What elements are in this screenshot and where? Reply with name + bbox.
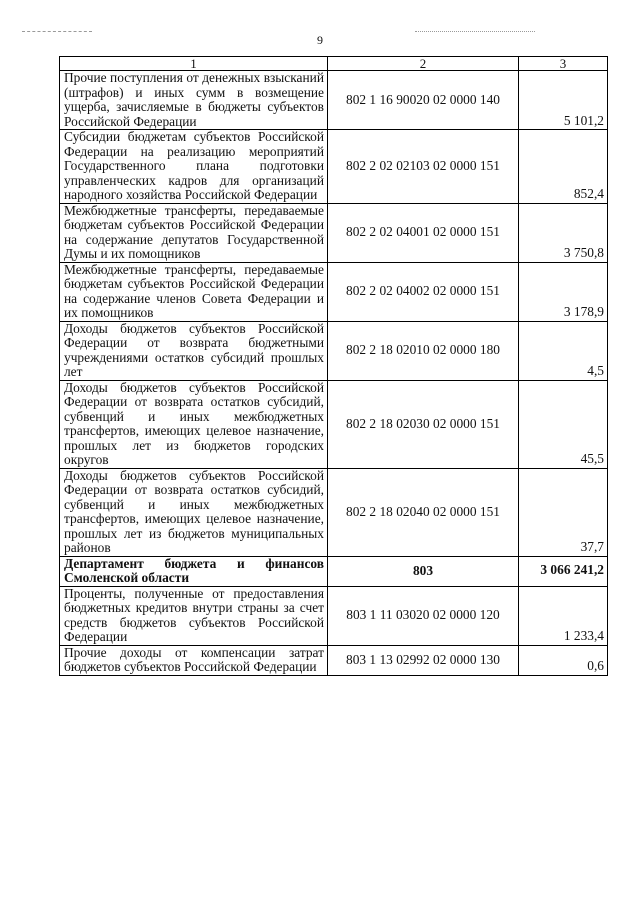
row-name: Прочие доходы от компенсации затрат бюджетов субъектов Российской Федерации [64, 644, 324, 674]
row-code: 802 2 02 02103 02 0000 151 [328, 130, 519, 204]
table-row [60, 380, 608, 468]
table-row [60, 468, 608, 556]
row-code: 803 1 11 03020 02 0000 120 [328, 586, 519, 645]
row-name-cell [60, 262, 328, 321]
row-amount: 3 750,8 [519, 203, 608, 262]
page-number: 9 [317, 33, 323, 47]
row-code: 803 [328, 556, 519, 586]
column-header-2: 2 [328, 57, 519, 71]
table-row [60, 130, 608, 204]
row-code: 802 2 02 04002 02 0000 151 [328, 262, 519, 321]
table-body [60, 57, 608, 676]
row-name: Межбюджетные трансферты, передаваемые бюджетам субъектов Российской Федерации на содержание депутатов Государственной Думы и их помощников [64, 202, 324, 261]
row-name: Межбюджетные трансферты, передаваемые бюджетам субъектов Российской Федерации на содержание членов Совета Федерации и их помощников [64, 261, 324, 320]
row-name-cell [60, 586, 328, 645]
row-amount: 852,4 [519, 130, 608, 204]
row-name: Прочие поступления от денежных взысканий (штрафов) и иных сумм в возмещение ущерба, зачисляемые в бюджеты субъектов Российской Федерации [64, 70, 324, 129]
row-name: Департамент бюджета и финансов Смоленской области [64, 555, 324, 585]
row-name-cell [60, 645, 328, 675]
table-row [60, 645, 608, 675]
table-row [60, 586, 608, 645]
table-row [60, 321, 608, 380]
row-name-cell [60, 203, 328, 262]
row-name-cell [60, 556, 328, 586]
table-row [60, 203, 608, 262]
column-header-1: 1 [60, 57, 328, 71]
scan-artifact-right [415, 31, 535, 32]
table-header-row [60, 57, 608, 71]
row-amount: 3 178,9 [519, 262, 608, 321]
row-code: 802 2 18 02010 02 0000 180 [328, 321, 519, 380]
row-code: 803 1 13 02992 02 0000 130 [328, 645, 519, 675]
row-name: Доходы бюджетов субъектов Российской Федерации от возврата остатков субсидий, субвенций и иных межбюджетных трансфертов, имеющих целевое назначение, прошлых лет из бюджетов городских округов [64, 379, 324, 467]
table-row [60, 71, 608, 130]
row-amount: 3 066 241,2 [519, 556, 608, 586]
row-name-cell [60, 321, 328, 380]
row-amount: 4,5 [519, 321, 608, 380]
row-name-cell [60, 468, 328, 556]
row-amount: 5 101,2 [519, 71, 608, 130]
row-name-cell [60, 71, 328, 130]
row-code: 802 2 18 02030 02 0000 151 [328, 380, 519, 468]
row-amount: 0,6 [519, 645, 608, 675]
revenue-table [59, 56, 608, 676]
row-name: Доходы бюджетов субъектов Российской Федерации от возврата бюджетными учреждениями остатков субсидий прошлых лет [64, 320, 324, 379]
row-code: 802 2 18 02040 02 0000 151 [328, 468, 519, 556]
row-name: Проценты, полученные от предоставления бюджетных кредитов внутри страны за счет средств бюджетов субъектов Российской Федерации [64, 585, 324, 644]
table-row-section [60, 556, 608, 586]
table-row [60, 262, 608, 321]
row-amount: 45,5 [519, 380, 608, 468]
row-amount: 1 233,4 [519, 586, 608, 645]
row-code: 802 2 02 04001 02 0000 151 [328, 203, 519, 262]
row-code: 802 1 16 90020 02 0000 140 [328, 71, 519, 130]
row-name-cell [60, 380, 328, 468]
column-header-3: 3 [519, 57, 608, 71]
row-amount: 37,7 [519, 468, 608, 556]
row-name: Доходы бюджетов субъектов Российской Федерации от возврата остатков субсидий, субвенций и иных межбюджетных трансфертов, имеющих целевое назначение, прошлых лет из бюджетов муниципальных районов [64, 467, 324, 555]
scan-artifact-left [22, 31, 92, 32]
row-name-cell [60, 130, 328, 204]
row-name: Субсидии бюджетам субъектов Российской Федерации на реализацию мероприятий Государственного плана подготовки управленческих кадров для организаций народного хозяйства Российской Федерации [64, 129, 324, 202]
